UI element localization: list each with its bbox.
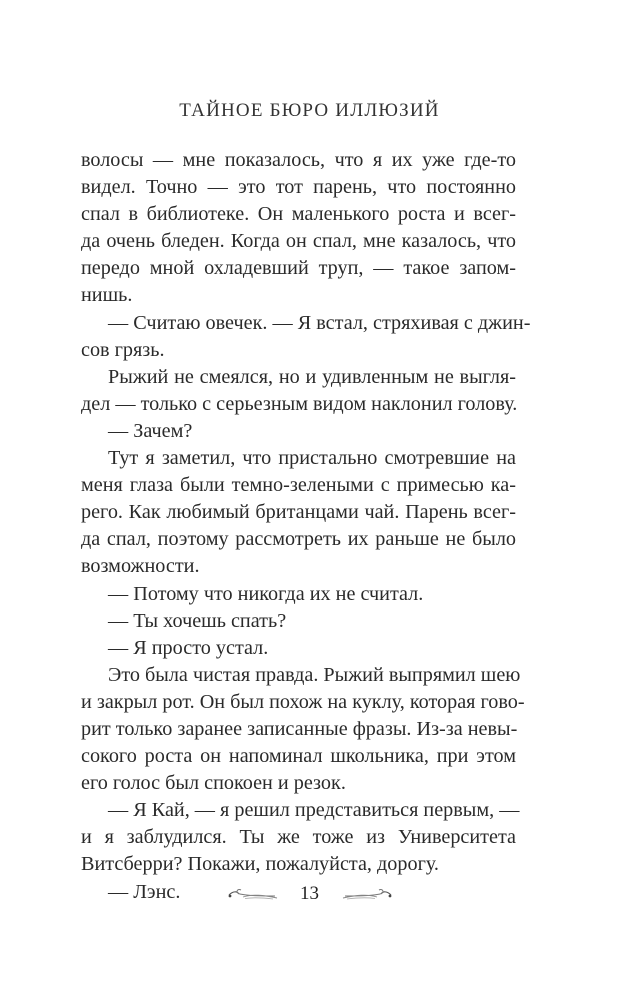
body-text xyxy=(81,147,531,906)
text-line: Рыжий не смеялся, но и удивленным не выгля- xyxy=(108,365,516,388)
text-line: и я заблудился. Ты же тоже из Университета xyxy=(81,826,516,849)
running-head: ТАЙНОЕ БЮРО ИЛЛЮЗИЙ xyxy=(179,100,440,121)
text-line: Витсберри? Покажи, пожалуйста, дорогу. xyxy=(81,853,439,876)
text-line: рего. Как любимый британцами чай. Парень всег- xyxy=(81,501,516,524)
text-line: спал в библиотеке. Он маленького роста и всег- xyxy=(81,203,516,226)
text-line: — Ты хочешь спать? xyxy=(108,609,287,632)
paragraph xyxy=(81,364,516,418)
paragraph xyxy=(81,418,516,445)
flourish-right-icon xyxy=(341,886,393,902)
text-line: да очень бледен. Когда он спал, мне казалось, что xyxy=(81,230,516,253)
text-line: волосы — мне показалось, что я их уже где-то xyxy=(81,149,516,171)
text-line: да спал, поэтому рассмотреть их раньше не было xyxy=(81,528,516,551)
text-line: Это была чистая правда. Рыжий выпрямил шею xyxy=(108,663,521,686)
text-line: меня глаза были темно-зелеными с примесью ка- xyxy=(81,474,516,497)
text-line: рит только заранее записанные фразы. Из-за невы- xyxy=(81,717,518,740)
text-line: нишь. xyxy=(81,284,133,307)
text-line: передо мной охладевший труп, — такое запом- xyxy=(81,257,516,280)
text-line: дел — только с серьезным видом наклонил голову. xyxy=(81,392,518,415)
paragraph xyxy=(81,608,516,635)
flourish-left-icon xyxy=(227,886,279,902)
text-line: и закрыл рот. Он был похож на куклу, которая гово- xyxy=(81,690,525,713)
paragraph xyxy=(81,662,525,797)
text-line: сокого роста он напоминал школьника, при этом xyxy=(81,745,516,768)
paragraph xyxy=(81,581,516,608)
text-line: — Зачем? xyxy=(108,419,193,442)
text-line: Тут я заметил, что пристально смотревшие на xyxy=(108,447,516,470)
paragraph xyxy=(81,445,516,580)
text-line: — Потому что никогда их не считал. xyxy=(108,582,424,605)
paragraph xyxy=(81,147,516,310)
text-line: — Я Кай, — я решил представиться первым, — xyxy=(108,799,520,822)
text-line: сов грязь. xyxy=(81,338,165,361)
text-line: — Лэнс. xyxy=(108,880,181,903)
paragraph xyxy=(81,635,516,662)
text-line: видел. Точно — это тот парень, что постоянно xyxy=(81,176,516,199)
text-line: возможности. xyxy=(81,555,200,578)
page-number: 13 xyxy=(300,883,319,904)
text-line: — Считаю овечек. — Я встал, стряхивая с джин- xyxy=(108,311,531,334)
paragraph xyxy=(81,797,520,878)
paragraph xyxy=(81,310,531,364)
text-line: — Я просто устал. xyxy=(108,636,269,659)
text-line: его голос был спокоен и резок. xyxy=(81,772,346,795)
page-footer xyxy=(0,876,619,912)
